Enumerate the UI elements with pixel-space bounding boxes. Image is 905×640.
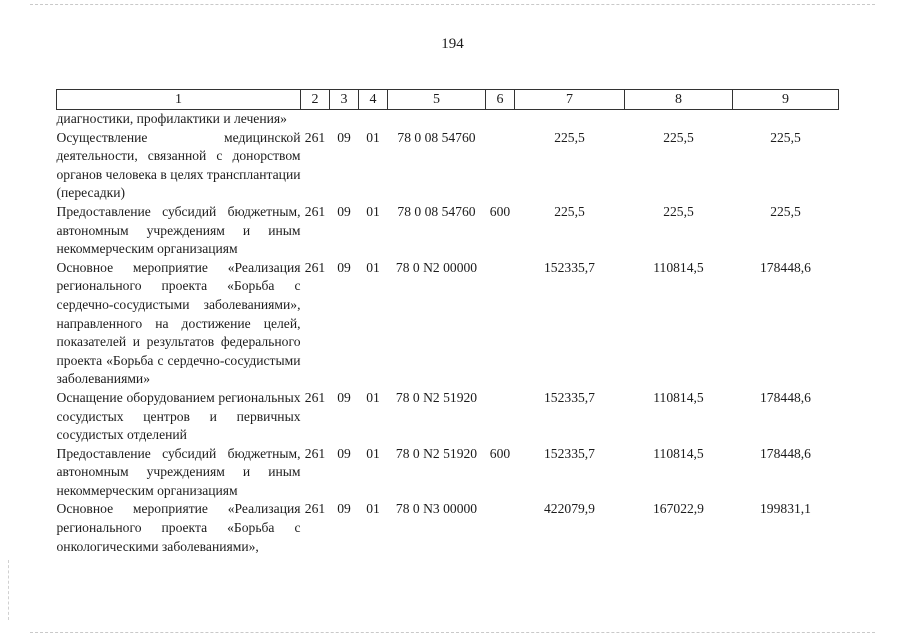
cell-section: 09 bbox=[337, 445, 351, 461]
cell-amount-7: 152335,7 bbox=[544, 445, 595, 461]
column-header: 2 bbox=[301, 90, 330, 110]
cell-amount-8: 225,5 bbox=[663, 203, 694, 219]
cell-amount-8: 110814,5 bbox=[653, 445, 704, 461]
cell-amount-8: 225,5 bbox=[663, 129, 694, 145]
cell-amount-9: 178448,6 bbox=[760, 259, 811, 275]
table-row bbox=[57, 500, 839, 556]
row-name: Основное мероприятие «Реализация регионального проекта «Борьба с сердечно-сосудистыми заболеваниями», направленного на достижение целей, показателей и результатов федерального проекта «Борьба с сердечно-сосудистыми заболеваниями» bbox=[56, 259, 301, 387]
cell-expense-type bbox=[486, 500, 515, 556]
column-header: 5 bbox=[388, 90, 486, 110]
cell-amount-7: 422079,9 bbox=[544, 501, 595, 517]
cell-department: 261 bbox=[304, 129, 326, 145]
cell-amount-9: 199831,1 bbox=[760, 501, 811, 517]
table-row bbox=[57, 445, 839, 501]
table-header-row bbox=[57, 90, 839, 110]
cell-section: 09 bbox=[337, 259, 351, 275]
cell-target-article: 78 0 N2 51920 bbox=[395, 389, 478, 405]
cell-section: 09 bbox=[337, 389, 351, 405]
cell-amount-8: 110814,5 bbox=[653, 259, 704, 275]
cell-target-article: 78 0 N2 51920 bbox=[395, 445, 478, 461]
cell-section bbox=[330, 110, 359, 129]
cell-expense-type bbox=[486, 259, 515, 389]
cell-expense-type: 600 bbox=[489, 445, 511, 461]
cell-subsection: 01 bbox=[366, 259, 380, 275]
scan-edge-top bbox=[30, 4, 875, 6]
cell-subsection: 01 bbox=[366, 203, 380, 219]
cell-subsection bbox=[359, 110, 388, 129]
cell-target-article bbox=[388, 110, 486, 129]
cell-amount-8: 110814,5 bbox=[653, 389, 704, 405]
cell-expense-type bbox=[486, 110, 515, 129]
column-header: 4 bbox=[359, 90, 388, 110]
cell-amount-8 bbox=[625, 110, 733, 129]
cell-amount-7: 225,5 bbox=[554, 129, 585, 145]
budget-table bbox=[56, 89, 839, 556]
cell-target-article: 78 0 N3 00000 bbox=[395, 501, 478, 517]
cell-amount-9: 225,5 bbox=[770, 203, 801, 219]
cell-section: 09 bbox=[337, 501, 351, 517]
cell-amount-9 bbox=[733, 110, 839, 129]
cell-amount-9: 225,5 bbox=[770, 129, 801, 145]
cell-department: 261 bbox=[304, 445, 326, 461]
column-header: 6 bbox=[486, 90, 515, 110]
cell-department bbox=[301, 110, 330, 129]
cell-department: 261 bbox=[304, 389, 326, 405]
cell-department: 261 bbox=[304, 259, 326, 275]
cell-amount-8: 167022,9 bbox=[653, 501, 704, 517]
row-name: Предоставление субсидий бюджетным, автономным учреждениям и иным некоммерческим организациям bbox=[56, 445, 301, 498]
table-row bbox=[57, 259, 839, 389]
column-header: 7 bbox=[515, 90, 625, 110]
row-name: диагностики, профилактики и лечения» bbox=[56, 111, 287, 126]
cell-amount-7: 225,5 bbox=[554, 203, 585, 219]
table-row bbox=[57, 203, 839, 259]
cell-target-article: 78 0 08 54760 bbox=[397, 129, 476, 145]
page-number: 194 bbox=[441, 36, 464, 52]
cell-subsection: 01 bbox=[366, 445, 380, 461]
scan-edge-bottom bbox=[30, 632, 875, 634]
cell-amount-7 bbox=[515, 110, 625, 129]
cell-department: 261 bbox=[304, 203, 326, 219]
cell-subsection: 01 bbox=[366, 389, 380, 405]
table-row bbox=[57, 389, 839, 445]
column-header: 1 bbox=[57, 90, 301, 110]
cell-amount-9: 178448,6 bbox=[760, 445, 811, 461]
row-name: Оснащение оборудованием региональных сосудистых центров и первичных сосудистых отделений bbox=[56, 389, 301, 443]
row-name: Предоставление субсидий бюджетным, автономным учреждениям и иным некоммерческим организациям bbox=[56, 203, 301, 257]
table-row bbox=[57, 110, 839, 129]
column-header: 8 bbox=[625, 90, 733, 110]
cell-amount-7: 152335,7 bbox=[544, 389, 595, 405]
cell-section: 09 bbox=[337, 203, 351, 219]
cell-amount-9: 178448,6 bbox=[760, 389, 811, 405]
table-row bbox=[57, 129, 839, 203]
cell-subsection: 01 bbox=[366, 129, 380, 145]
column-header: 9 bbox=[733, 90, 839, 110]
cell-expense-type bbox=[486, 389, 515, 445]
column-header: 3 bbox=[330, 90, 359, 110]
cell-department: 261 bbox=[304, 501, 326, 517]
cell-subsection: 01 bbox=[366, 501, 380, 517]
cell-target-article: 78 0 08 54760 bbox=[397, 203, 476, 219]
cell-section: 09 bbox=[337, 129, 351, 145]
cell-target-article: 78 0 N2 00000 bbox=[395, 259, 478, 275]
row-name: Осуществление медицинской деятельности, связанной с донорством органов человека в целях трансплантации (пересадки) bbox=[56, 129, 301, 201]
cell-expense-type bbox=[486, 129, 515, 203]
cell-amount-7: 152335,7 bbox=[544, 259, 595, 275]
row-name: Основное мероприятие «Реализация регионального проекта «Борьба с онкологическими заболеваниями», bbox=[56, 501, 301, 554]
cell-expense-type: 600 bbox=[489, 203, 511, 219]
scan-edge-left bbox=[8, 560, 10, 620]
